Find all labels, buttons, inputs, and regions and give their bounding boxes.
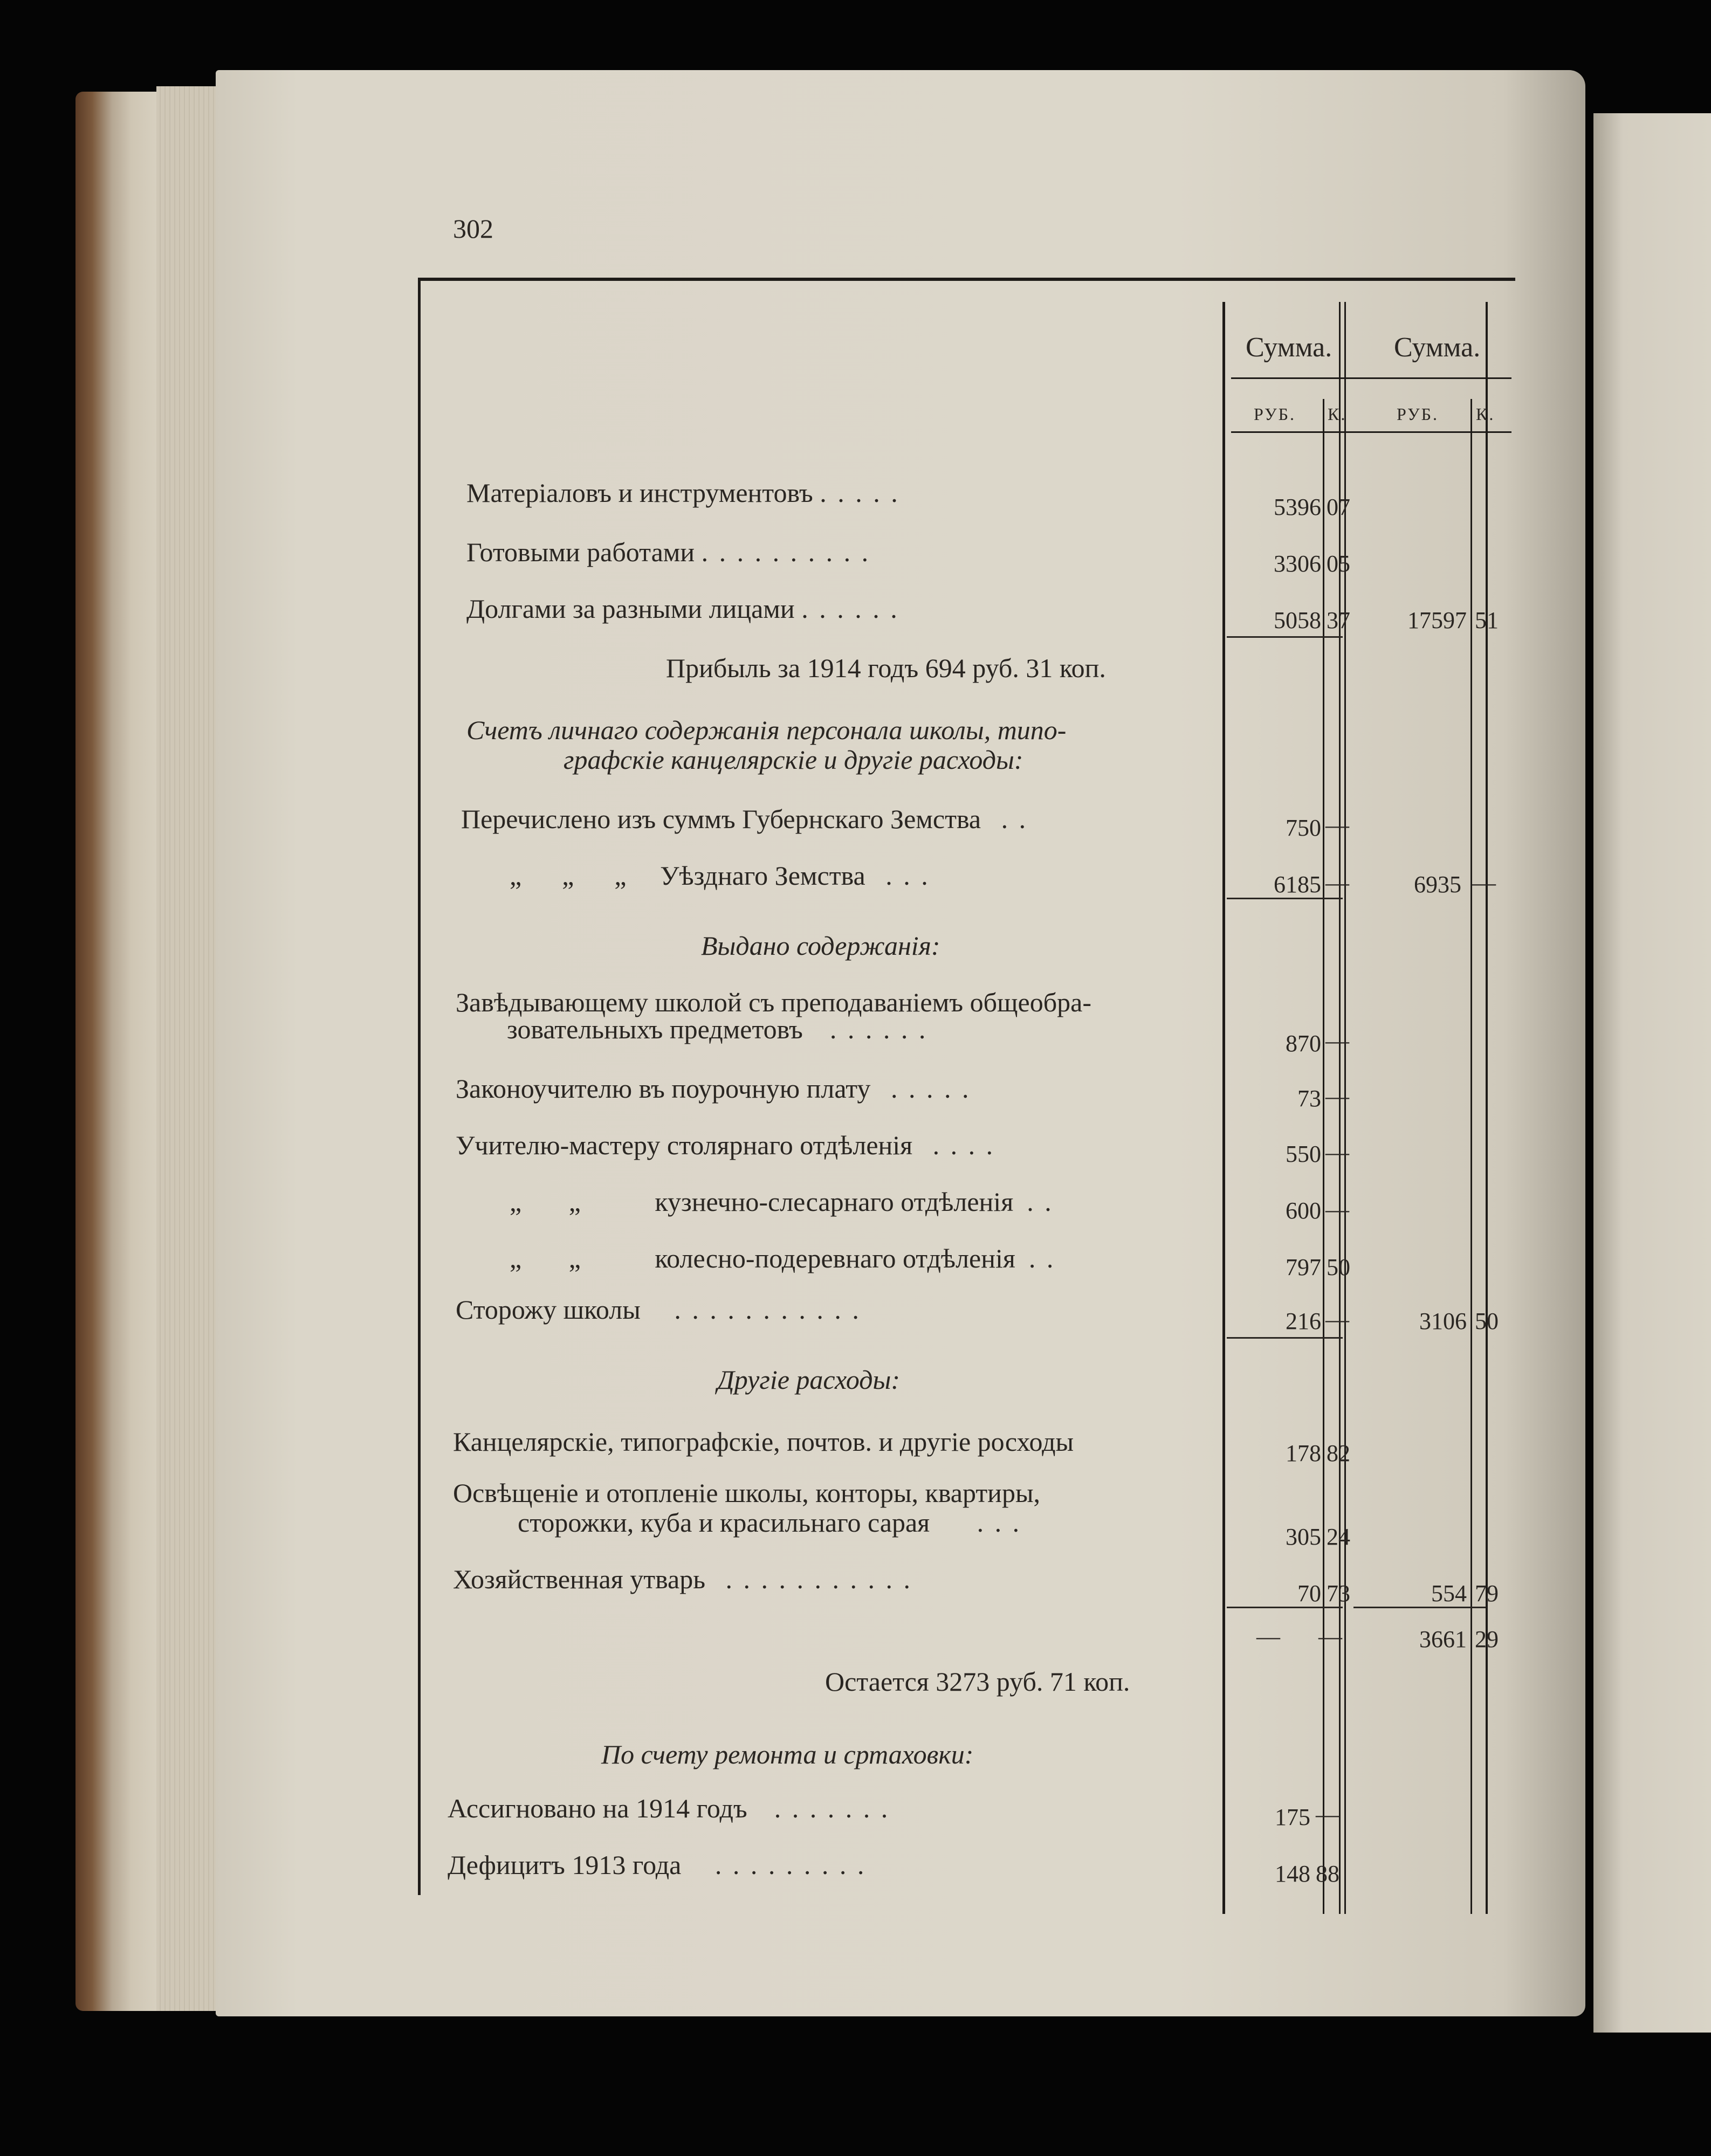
profit-line: Прибыль за 1914 годъ 694 руб. 31 коп. bbox=[666, 653, 1106, 683]
personnel-total-rub: 6935 bbox=[1414, 871, 1461, 898]
grand-total-rub: 3661 bbox=[1419, 1626, 1467, 1652]
repair-heading: По счету ремонта и сртаховки: bbox=[601, 1739, 974, 1769]
col2-kop-rule bbox=[1471, 399, 1472, 1914]
uezd-transfer-rub: 6185 bbox=[1274, 871, 1321, 898]
col2-rub-header: РУБ. bbox=[1397, 404, 1439, 424]
materials-rub: 5396 bbox=[1274, 494, 1321, 520]
col1-title: Сумма. bbox=[1246, 332, 1332, 363]
lighting-heating-rub: 305 bbox=[1286, 1524, 1321, 1550]
utensils-kop: 73 bbox=[1327, 1580, 1350, 1607]
subheader-underline bbox=[1231, 431, 1511, 433]
col2-title: Сумма. bbox=[1394, 332, 1481, 363]
line-priest: Законоучителю въ поурочную плату . . . . . bbox=[456, 1073, 971, 1104]
gubernia-transfer-rub: 750 bbox=[1286, 815, 1321, 841]
personnel-total-kop: — bbox=[1472, 870, 1496, 896]
inventory-total-rub: 17597 bbox=[1407, 607, 1467, 633]
wheelwright-master-rub: 797 bbox=[1286, 1254, 1321, 1280]
salary-total-rub: 3106 bbox=[1419, 1308, 1467, 1334]
page-number: 302 bbox=[453, 213, 493, 244]
deficit-rub: 148 bbox=[1275, 1861, 1310, 1887]
allocated-rub: 175 bbox=[1275, 1804, 1310, 1830]
line-finished-works: Готовыми работами . . . . . . . . . . bbox=[466, 537, 871, 567]
table-left-rule bbox=[418, 278, 421, 1895]
line-lighting-heating-2: сторожки, куба и красильнаго сарая . . . bbox=[518, 1507, 1022, 1538]
line-office-expenses: Канцелярскіе, типографскіе, почтов. и другіе росходы bbox=[453, 1427, 1074, 1457]
lighting-heating-kop: 24 bbox=[1327, 1524, 1350, 1550]
col2-right-rule bbox=[1486, 302, 1488, 1914]
header-underline bbox=[1231, 377, 1511, 379]
remainder-line: Остается 3273 руб. 71 коп. bbox=[825, 1666, 1130, 1697]
deficit-kop: 88 bbox=[1316, 1861, 1339, 1887]
table-top-rule bbox=[418, 278, 1515, 281]
line-utensils: Хозяйственная утварь . . . . . . . . . . . bbox=[453, 1564, 913, 1594]
inventory-sum-underline bbox=[1227, 636, 1343, 638]
inventory-total-kop: 51 bbox=[1475, 607, 1499, 633]
finished-works-kop: 05 bbox=[1327, 550, 1350, 577]
line-gubernia-transfer: Перечислено изъ суммъ Губернскаго Земства . . bbox=[461, 804, 1028, 834]
priest-kop: — bbox=[1325, 1083, 1349, 1110]
line-uezd-transfer: „ „ „ Уѣзднаго Земства . . . bbox=[510, 860, 930, 891]
watchman-kop: — bbox=[1325, 1306, 1349, 1333]
line-headmaster-2: зовательныхъ предметовъ . . . . . . bbox=[507, 1014, 928, 1044]
watchman-rub: 216 bbox=[1286, 1308, 1321, 1334]
other-total-rub: 554 bbox=[1431, 1580, 1467, 1607]
salary-total-kop: 50 bbox=[1475, 1308, 1499, 1334]
grand-total-kop: 29 bbox=[1475, 1626, 1499, 1652]
line-lighting-heating-1: Освѣщеніе и отопленіе школы, конторы, квартиры, bbox=[453, 1478, 1041, 1508]
salary-heading: Выдано содержанія: bbox=[701, 931, 940, 961]
wheelwright-master-kop: 50 bbox=[1327, 1254, 1350, 1280]
debts-rub: 5058 bbox=[1274, 607, 1321, 633]
carpentry-master-rub: 550 bbox=[1286, 1141, 1321, 1167]
blacksmith-master-rub: 600 bbox=[1286, 1197, 1321, 1224]
other-expenses-heading: Другіе расходы: bbox=[717, 1365, 901, 1395]
line-materials: Матеріаловъ и инструментовъ . . . . . bbox=[466, 478, 900, 508]
debts-kop: 37 bbox=[1327, 607, 1350, 633]
finished-works-rub: 3306 bbox=[1274, 550, 1321, 577]
allocated-kop: — bbox=[1316, 1801, 1339, 1828]
other-total-underline bbox=[1353, 1607, 1486, 1608]
personnel-sum-underline bbox=[1227, 898, 1343, 899]
line-deficit: Дефицитъ 1913 года . . . . . . . . . bbox=[448, 1850, 867, 1880]
line-allocated: Ассигновано на 1914 годъ . . . . . . . bbox=[448, 1793, 890, 1823]
grand-dash-rub: — bbox=[1256, 1623, 1280, 1650]
headmaster-kop: — bbox=[1325, 1028, 1349, 1054]
line-carpentry-master: Учителю-мастеру столярнаго отдѣленія . . . . bbox=[456, 1130, 995, 1160]
priest-rub: 73 bbox=[1297, 1085, 1321, 1112]
carpentry-master-kop: — bbox=[1325, 1139, 1349, 1166]
personnel-heading-1: Счетъ личнаго содержанія персонала школы, типо- bbox=[466, 715, 1067, 745]
line-headmaster-1: Завѣдывающему школой съ преподаваніемъ общеобра- bbox=[456, 987, 1092, 1017]
salary-sum-underline bbox=[1227, 1337, 1343, 1339]
line-wheelwright-master: „ „ колесно-подеревнаго отдѣленія . . bbox=[510, 1243, 1056, 1273]
uezd-transfer-kop: — bbox=[1325, 870, 1349, 896]
office-expenses-rub: 178 bbox=[1286, 1440, 1321, 1466]
facing-page-edge bbox=[1593, 113, 1711, 2033]
col1-left-rule bbox=[1222, 302, 1225, 1914]
other-total-kop: 79 bbox=[1475, 1580, 1499, 1607]
office-expenses-kop: 82 bbox=[1327, 1440, 1350, 1466]
line-blacksmith-master: „ „ кузнечно-слесарнаго отдѣленія . . bbox=[510, 1187, 1054, 1217]
gubernia-transfer-kop: — bbox=[1325, 812, 1349, 838]
line-debts: Долгами за разными лицами . . . . . . bbox=[466, 594, 899, 624]
utensils-rub: 70 bbox=[1297, 1580, 1321, 1607]
col2-kop-header: К. bbox=[1476, 404, 1495, 424]
materials-kop: 07 bbox=[1327, 494, 1350, 520]
col1-rub-header: РУБ. bbox=[1254, 404, 1296, 424]
other-sum-underline bbox=[1227, 1607, 1343, 1608]
headmaster-rub: 870 bbox=[1286, 1030, 1321, 1057]
grand-dash-kop: — bbox=[1318, 1623, 1342, 1650]
col1-kop-header: К. bbox=[1328, 404, 1347, 424]
col1-kop-rule bbox=[1323, 399, 1324, 1914]
line-watchman: Сторожу школы . . . . . . . . . . . bbox=[456, 1294, 861, 1325]
blacksmith-master-kop: — bbox=[1325, 1196, 1349, 1223]
personnel-heading-2: графскіе канцелярскіе и другіе расходы: bbox=[564, 745, 1023, 775]
